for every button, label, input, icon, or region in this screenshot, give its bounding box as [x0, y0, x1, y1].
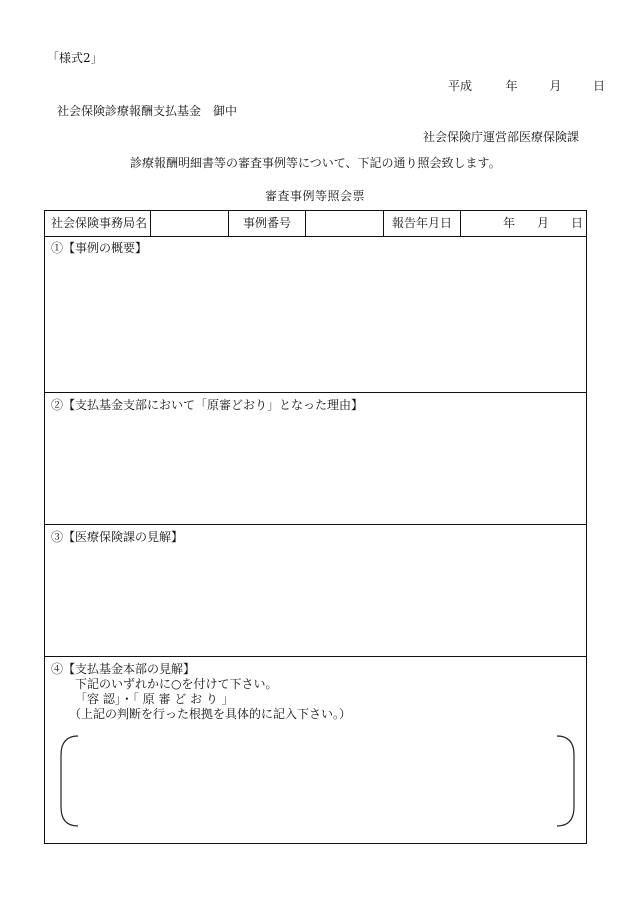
- date-month: 月: [549, 79, 562, 93]
- report-date-field[interactable]: [461, 211, 587, 236]
- form-label: 「様式2」: [47, 51, 103, 65]
- office-label: 社会保険事務局名: [45, 211, 151, 236]
- report-day: 日: [571, 216, 584, 230]
- section-hq-view-title: ④【支払基金本部の見解】: [51, 662, 196, 676]
- hq-instruction-line2: 「容 認」・「 原 審 ど お り 」: [75, 692, 234, 706]
- sender: 社会保険庁運営部医療保険課: [422, 130, 579, 144]
- section-overview[interactable]: [45, 236, 586, 393]
- case-number-label: 事例番号: [229, 211, 306, 236]
- right-bracket-shape: [557, 736, 574, 826]
- section-medical-view-title: ③【医療保険課の見解】: [51, 530, 184, 544]
- date-day: 日: [593, 79, 606, 93]
- date-era: 平成: [448, 79, 473, 93]
- report-year: 年: [503, 216, 516, 230]
- report-date-label: 報告年月日: [384, 211, 461, 236]
- section-reason-title: ②【支払基金支部において「原審どおり」となった理由】: [51, 398, 364, 412]
- section-overview-title: ①【事例の概要】: [51, 241, 148, 255]
- addressee: 社会保険診療報酬支払基金 御中: [57, 104, 238, 118]
- section-reason[interactable]: [45, 393, 586, 525]
- report-month: 月: [537, 216, 550, 230]
- case-number-field[interactable]: [306, 211, 384, 236]
- date-year: 年: [505, 79, 518, 93]
- section-medical-view[interactable]: [45, 525, 586, 657]
- office-field[interactable]: [151, 211, 229, 236]
- form-header-row: [45, 211, 586, 237]
- hq-instruction-line1: 下記のいずれかに○を付けて下さい。: [75, 677, 278, 691]
- form-title: 審査事例等照会票: [264, 189, 365, 203]
- inquiry-form: [44, 210, 587, 844]
- answer-bracket[interactable]: [60, 735, 575, 827]
- left-bracket-shape: [61, 736, 78, 826]
- intro-text: 診療報酬明細書等の審査事例等について、下記の通り照会致します。: [130, 156, 501, 170]
- date-line: [448, 79, 605, 93]
- hq-instruction-line3: （上記の判断を行った根拠を具体的に記入下さい。）: [69, 707, 352, 721]
